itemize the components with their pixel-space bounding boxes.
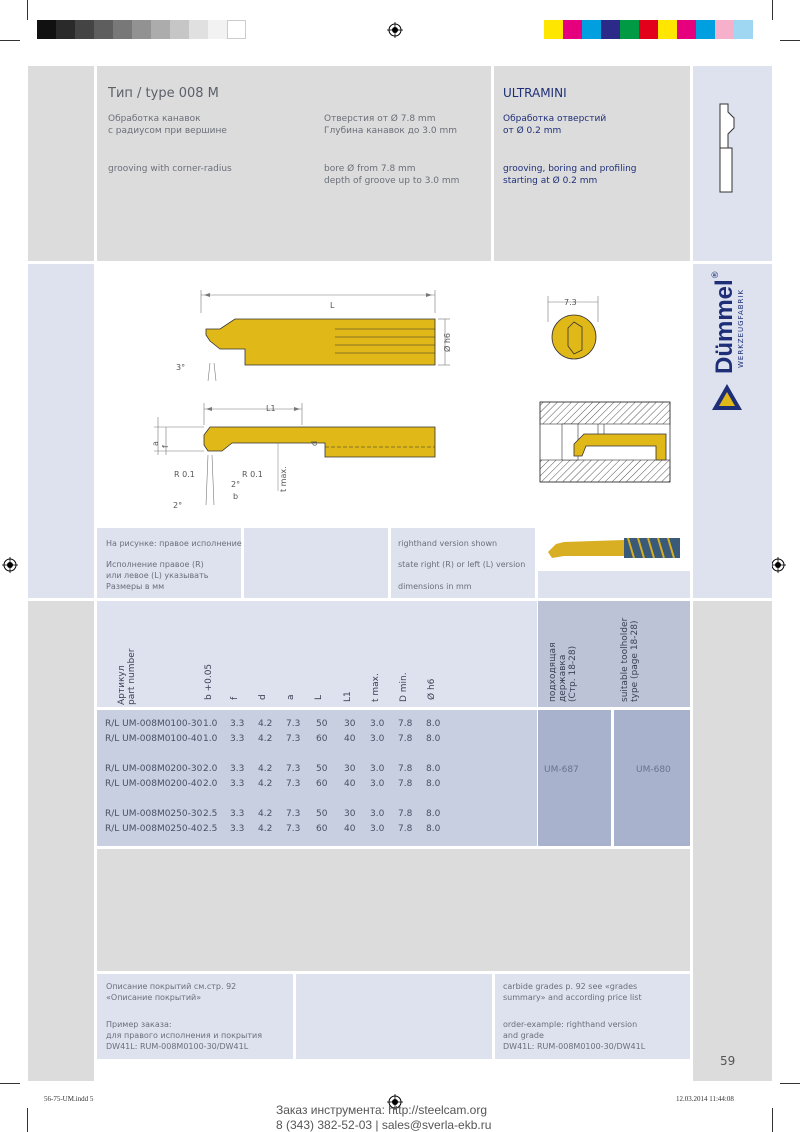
logo-name: Dümmel xyxy=(711,279,738,374)
holder-1: UM-687 xyxy=(544,765,579,775)
footer-en xyxy=(503,981,645,1052)
header-side-left xyxy=(28,66,94,261)
cell-d: 4.2 xyxy=(258,824,273,834)
notes-mid-panel xyxy=(244,528,388,598)
footer-ru-line5: DW41L: RUM-008M0100-30/DW41L xyxy=(106,1042,249,1051)
brand-ru xyxy=(503,113,606,137)
header-L: L xyxy=(314,694,324,700)
notes-ru-line2: Исполнение правое (R) xyxy=(106,560,204,569)
cell-b: 2.0 xyxy=(203,764,218,774)
brand-en-line2: starting at Ø 0.2 mm xyxy=(503,176,598,186)
cell-L1: 40 xyxy=(344,779,356,789)
label-2deg-a: 2° xyxy=(231,480,241,489)
cell-t: 3.0 xyxy=(370,764,385,774)
header-holder-ru xyxy=(548,643,578,703)
cell-L1: 40 xyxy=(344,824,356,834)
cell-f: 3.3 xyxy=(230,824,245,834)
cell-f: 3.3 xyxy=(230,779,245,789)
print-file: 56-75-UM.indd 5 xyxy=(44,1095,94,1103)
cell-L: 60 xyxy=(316,824,328,834)
cell-b: 2.5 xyxy=(203,809,218,819)
header-a: a xyxy=(286,694,296,700)
notes-en xyxy=(398,538,525,592)
table-side-right xyxy=(693,601,772,1081)
cell-d: 4.2 xyxy=(258,719,273,729)
brand-en xyxy=(503,163,637,187)
cell-b: 2.0 xyxy=(203,779,218,789)
footer-en-line4: and grade xyxy=(503,1031,544,1040)
label-L1: L1 xyxy=(266,404,276,413)
ru-desc-line2: с радиусом при вершине xyxy=(108,126,227,136)
cell-h6: 8.0 xyxy=(426,719,441,729)
cell-d: 4.2 xyxy=(258,779,273,789)
cell-part: R/L UM-008M0250-40 xyxy=(105,824,203,834)
table-row[interactable] xyxy=(105,764,445,776)
table-body xyxy=(105,719,445,839)
cell-b: 2.5 xyxy=(203,824,218,834)
header-b: b +0.05 xyxy=(204,663,214,700)
cell-h6: 8.0 xyxy=(426,824,441,834)
cell-D: 7.8 xyxy=(398,719,413,729)
footer-en-line5: DW41L: RUM-008M0100-30/DW41L xyxy=(503,1042,646,1051)
header-h6: Ø h6 xyxy=(427,678,437,700)
cell-L1: 30 xyxy=(344,809,356,819)
cell-d: 4.2 xyxy=(258,809,273,819)
type-title: Тип / type 008 M xyxy=(108,86,219,101)
cell-f: 3.3 xyxy=(230,809,245,819)
registration-mark-top xyxy=(387,22,403,38)
ru-spec-line1: Отверстия от Ø 7.8 mm xyxy=(324,114,436,124)
cell-D: 7.8 xyxy=(398,734,413,744)
header-holder-ru1: подходящая xyxy=(548,642,558,702)
cell-b: 1.0 xyxy=(203,719,218,729)
cell-f: 3.3 xyxy=(230,734,245,744)
header-f: f xyxy=(230,696,240,700)
label-f: f xyxy=(161,445,170,448)
cell-D: 7.8 xyxy=(398,779,413,789)
en-spec-line2: depth of groove up to 3.0 mm xyxy=(324,176,460,186)
registration-mark-left xyxy=(2,557,18,573)
page-number: 59 xyxy=(720,1054,736,1068)
label-73: 7.3 xyxy=(564,298,577,307)
table-header-bg xyxy=(97,601,537,707)
brand-title: ULTRAMINI xyxy=(503,86,567,100)
notes-ru-line4: Размеры в мм xyxy=(106,582,165,591)
cell-t: 3.0 xyxy=(370,809,385,819)
brand-ru-line2: от Ø 0.2 mm xyxy=(503,126,562,136)
label-2deg-b: 2° xyxy=(173,501,183,510)
logo-registered: ® xyxy=(711,270,721,280)
brand-ru-line1: Обработка отверстий xyxy=(503,114,607,124)
label-dh6: Ø h6 xyxy=(443,333,452,352)
header-holder-en2: type (page 18-28) xyxy=(630,620,640,702)
notes-en-line2: state right (R) or left (L) version xyxy=(398,560,526,569)
cell-L1: 30 xyxy=(344,764,356,774)
en-desc: grooving with corner-radius xyxy=(108,164,232,174)
table-row[interactable] xyxy=(105,809,445,821)
registration-mark-right xyxy=(770,557,786,573)
cell-L: 60 xyxy=(316,734,328,744)
cell-t: 3.0 xyxy=(370,734,385,744)
table-empty-area xyxy=(97,849,690,971)
ru-desc-line1: Обработка канавок xyxy=(108,114,201,124)
tool-side-drawing xyxy=(160,285,480,385)
footer-en-line1: carbide grades p. 92 see «grades xyxy=(503,982,638,991)
header-d: d xyxy=(258,694,268,700)
contact-line2[interactable]: 8 (343) 382-52-03 | sales@sverla-ekb.ru xyxy=(276,1118,492,1132)
en-spec xyxy=(324,163,459,187)
cell-h6: 8.0 xyxy=(426,809,441,819)
header-article-ru: Артикул xyxy=(117,665,127,705)
cell-a: 7.3 xyxy=(286,719,301,729)
table-row[interactable] xyxy=(105,719,445,731)
cell-t: 3.0 xyxy=(370,719,385,729)
header-holder-ru3: (Стр. 18-28) xyxy=(568,645,578,702)
cell-L1: 30 xyxy=(344,719,356,729)
table-side-left xyxy=(28,601,94,1081)
cell-part: R/L UM-008M0200-40 xyxy=(105,779,203,789)
cell-a: 7.3 xyxy=(286,764,301,774)
header-t: t max. xyxy=(371,673,381,702)
label-tmax: t max. xyxy=(279,466,288,492)
bore-section-drawing xyxy=(538,400,673,485)
table-row[interactable] xyxy=(105,734,445,746)
holder-col2-bg xyxy=(614,710,690,846)
logo-sub: WERKZEUGFABRIK xyxy=(737,288,745,368)
cell-b: 1.0 xyxy=(203,734,218,744)
holder-col1-bg xyxy=(538,710,611,846)
header-L1: L1 xyxy=(343,691,353,702)
header-article-en: part number xyxy=(127,648,137,705)
cell-f: 3.3 xyxy=(230,719,245,729)
notes-en-line3: dimensions in mm xyxy=(398,582,472,591)
label-angle3: 3° xyxy=(176,363,186,372)
print-date: 12.03.2014 11:44:08 xyxy=(676,1095,734,1103)
footer-ru xyxy=(106,981,262,1052)
cell-L1: 40 xyxy=(344,734,356,744)
footer-mid-panel xyxy=(296,974,492,1059)
tool-photo xyxy=(544,534,684,562)
header-holder-ru2: державка xyxy=(558,654,568,702)
cell-L: 60 xyxy=(316,779,328,789)
cell-D: 7.8 xyxy=(398,824,413,834)
cell-part: R/L UM-008M0200-30 xyxy=(105,764,203,774)
notes-ru-line1: На рисунке: правое исполнение xyxy=(106,539,242,548)
label-d: d xyxy=(310,440,319,446)
notes-en-line1: righthand version shown xyxy=(398,539,498,548)
label-b: b xyxy=(233,492,239,501)
label-r2: R 0.1 xyxy=(242,470,263,479)
brand-en-line1: grooving, boring and profiling xyxy=(503,164,637,174)
cell-h6: 8.0 xyxy=(426,779,441,789)
ru-spec-line2: Глубина канавок до 3.0 mm xyxy=(324,126,457,136)
cell-t: 3.0 xyxy=(370,779,385,789)
label-a: a xyxy=(151,441,160,446)
tool-profile-icon xyxy=(712,100,742,196)
cell-d: 4.2 xyxy=(258,734,273,744)
cell-h6: 8.0 xyxy=(426,764,441,774)
footer-ru-line1: Описание покрытий см.стр. 92 xyxy=(106,982,237,991)
footer-ru-line3: Пример заказа: xyxy=(106,1020,172,1029)
ru-desc xyxy=(108,113,227,137)
drawing-side-left xyxy=(28,264,94,598)
en-spec-line1: bore Ø from 7.8 mm xyxy=(324,164,416,174)
notes-ru xyxy=(106,538,242,592)
header-article xyxy=(117,649,137,705)
table-row[interactable] xyxy=(105,824,445,836)
cell-D: 7.8 xyxy=(398,809,413,819)
cell-a: 7.3 xyxy=(286,824,301,834)
cell-L: 50 xyxy=(316,764,328,774)
cell-a: 7.3 xyxy=(286,809,301,819)
logo-emblem-icon xyxy=(710,382,744,412)
footer-ru-line4: для правого исполнения и покрытия xyxy=(106,1031,262,1040)
footer-en-line2: summary» and according price list xyxy=(503,993,642,1002)
cell-part: R/L UM-008M0100-40 xyxy=(105,734,203,744)
header-D: D min. xyxy=(399,672,409,702)
table-row[interactable] xyxy=(105,779,445,791)
cell-h6: 8.0 xyxy=(426,734,441,744)
cell-L: 50 xyxy=(316,719,328,729)
cell-t: 3.0 xyxy=(370,824,385,834)
cell-f: 3.3 xyxy=(230,764,245,774)
tool-top-drawing xyxy=(150,395,450,515)
notes-ru-line3: или левое (L) указывать xyxy=(106,571,209,580)
label-r1: R 0.1 xyxy=(174,470,195,479)
footer-ru-line2: «Описание покрытий» xyxy=(106,993,202,1002)
header-holder-en1: suitable toolholder xyxy=(620,617,630,702)
header-holder-en xyxy=(620,618,640,702)
holder-2: UM-680 xyxy=(636,765,671,775)
ru-spec xyxy=(324,113,457,137)
label-L: L xyxy=(330,301,335,310)
cell-d: 4.2 xyxy=(258,764,273,774)
footer-en-line3: order-example: righthand version xyxy=(503,1020,638,1029)
cell-part: R/L UM-008M0250-30 xyxy=(105,809,203,819)
cell-a: 7.3 xyxy=(286,734,301,744)
contact-line1[interactable]: Заказ инструмента: http://steelcam.org xyxy=(276,1103,488,1117)
cell-part: R/L UM-008M0100-30 xyxy=(105,719,203,729)
photo-lower-panel xyxy=(538,571,690,598)
cell-L: 50 xyxy=(316,809,328,819)
cell-a: 7.3 xyxy=(286,779,301,789)
cell-D: 7.8 xyxy=(398,764,413,774)
